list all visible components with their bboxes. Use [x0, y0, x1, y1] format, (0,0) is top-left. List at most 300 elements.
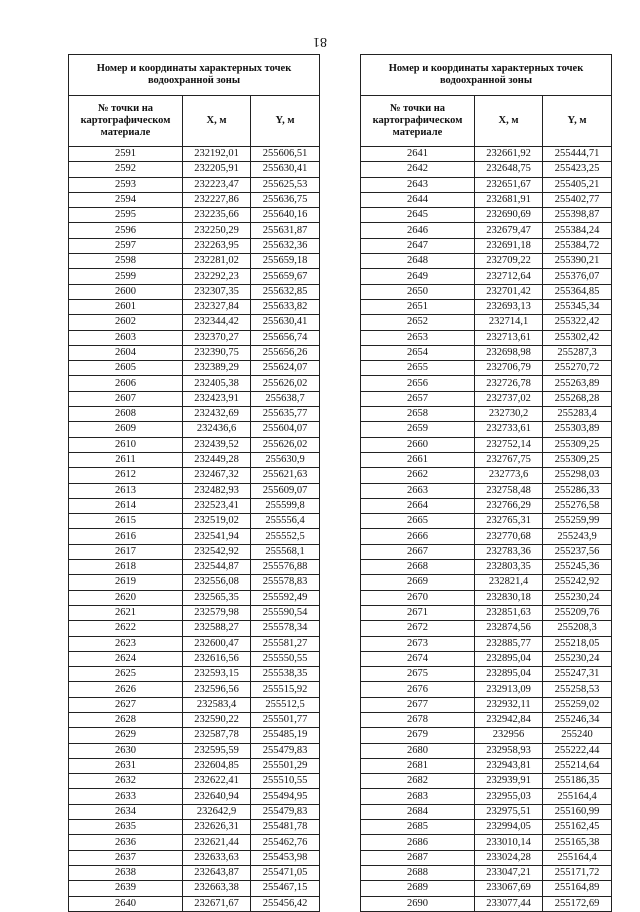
cell-point-number: 2615	[69, 514, 183, 529]
column-header-y: Y, м	[543, 96, 612, 147]
cell-point-number: 2601	[69, 299, 183, 314]
cell-x: 232593,15	[183, 667, 251, 682]
table-row	[69, 299, 320, 314]
cell-y: 255624,07	[251, 361, 320, 376]
cell-x: 232595,59	[183, 743, 251, 758]
table-row	[361, 789, 612, 804]
cell-y: 255247,31	[543, 667, 612, 682]
cell-y: 255384,72	[543, 238, 612, 253]
cell-y: 255402,77	[543, 192, 612, 207]
cell-point-number: 2623	[69, 636, 183, 651]
cell-y: 255485,19	[251, 728, 320, 743]
cell-point-number: 2646	[361, 223, 475, 238]
cell-x: 232281,02	[183, 254, 251, 269]
cell-point-number: 2591	[69, 147, 183, 162]
cell-point-number: 2683	[361, 789, 475, 804]
cell-y: 255230,24	[543, 590, 612, 605]
table-row	[69, 407, 320, 422]
cell-point-number: 2643	[361, 177, 475, 192]
cell-point-number: 2652	[361, 315, 475, 330]
cell-point-number: 2658	[361, 407, 475, 422]
cell-point-number: 2619	[69, 575, 183, 590]
cell-x: 232449,28	[183, 452, 251, 467]
cell-point-number: 2639	[69, 881, 183, 896]
table-row	[361, 407, 612, 422]
cell-y: 255632,36	[251, 238, 320, 253]
table-row	[361, 820, 612, 835]
table-row	[69, 697, 320, 712]
cell-y: 255263,89	[543, 376, 612, 391]
table-row	[361, 299, 612, 314]
table-row	[361, 743, 612, 758]
table-row	[361, 437, 612, 452]
cell-point-number: 2594	[69, 192, 183, 207]
cell-x: 232821,4	[475, 575, 543, 590]
table-row	[69, 575, 320, 590]
cell-x: 232600,47	[183, 636, 251, 651]
cell-point-number: 2592	[69, 162, 183, 177]
cell-point-number: 2635	[69, 820, 183, 835]
cell-point-number: 2685	[361, 820, 475, 835]
cell-x: 232752,14	[475, 437, 543, 452]
cell-y: 255515,92	[251, 682, 320, 697]
table-row	[69, 544, 320, 559]
cell-x: 232565,35	[183, 590, 251, 605]
cell-point-number: 2630	[69, 743, 183, 758]
cell-y: 255286,33	[543, 483, 612, 498]
cell-x: 232579,98	[183, 605, 251, 620]
table-row	[69, 758, 320, 773]
cell-y: 255626,02	[251, 437, 320, 452]
cell-point-number: 2671	[361, 605, 475, 620]
cell-point-number: 2666	[361, 529, 475, 544]
cell-y: 255444,71	[543, 147, 612, 162]
table-row	[361, 483, 612, 498]
cell-point-number: 2672	[361, 621, 475, 636]
table-row	[361, 208, 612, 223]
cell-point-number: 2622	[69, 621, 183, 636]
cell-y: 255171,72	[543, 865, 612, 880]
cell-x: 232292,23	[183, 269, 251, 284]
cell-x: 232994,05	[475, 820, 543, 835]
cell-x: 232956	[475, 728, 543, 743]
cell-y: 255471,05	[251, 865, 320, 880]
cell-point-number: 2636	[69, 835, 183, 850]
cell-y: 255242,92	[543, 575, 612, 590]
cell-y: 255568,1	[251, 544, 320, 559]
cell-x: 232640,94	[183, 789, 251, 804]
cell-point-number: 2603	[69, 330, 183, 345]
table-row	[69, 743, 320, 758]
cell-point-number: 2593	[69, 177, 183, 192]
cell-y: 255384,24	[543, 223, 612, 238]
table-row	[69, 850, 320, 865]
table-row	[361, 147, 612, 162]
cell-y: 255164,4	[543, 850, 612, 865]
table-row	[69, 682, 320, 697]
cell-y: 255322,42	[543, 315, 612, 330]
cell-x: 232648,75	[475, 162, 543, 177]
cell-x: 232651,67	[475, 177, 543, 192]
cell-point-number: 2621	[69, 605, 183, 620]
cell-x: 232583,4	[183, 697, 251, 712]
cell-point-number: 2647	[361, 238, 475, 253]
cell-x: 232542,92	[183, 544, 251, 559]
cell-y: 255606,51	[251, 147, 320, 162]
table-row	[69, 345, 320, 360]
cell-x: 232663,38	[183, 881, 251, 896]
cell-x: 233010,14	[475, 835, 543, 850]
cell-y: 255258,53	[543, 682, 612, 697]
cell-y: 255636,75	[251, 192, 320, 207]
cell-y: 255630,41	[251, 315, 320, 330]
cell-point-number: 2688	[361, 865, 475, 880]
cell-y: 255164,4	[543, 789, 612, 804]
cell-point-number: 2670	[361, 590, 475, 605]
cell-point-number: 2627	[69, 697, 183, 712]
cell-x: 232773,6	[475, 468, 543, 483]
cell-point-number: 2640	[69, 896, 183, 911]
cell-point-number: 2633	[69, 789, 183, 804]
cell-point-number: 2664	[361, 498, 475, 513]
cell-y: 255479,83	[251, 743, 320, 758]
cell-x: 232590,22	[183, 712, 251, 727]
table-row	[361, 529, 612, 544]
table-row	[69, 605, 320, 620]
cell-y: 255165,38	[543, 835, 612, 850]
cell-point-number: 2608	[69, 407, 183, 422]
cell-y: 255246,34	[543, 712, 612, 727]
cell-x: 232405,38	[183, 376, 251, 391]
cell-point-number: 2660	[361, 437, 475, 452]
cell-y: 255625,53	[251, 177, 320, 192]
column-header-point-number: № точки на картографическом материале	[361, 96, 475, 147]
cell-y: 255376,07	[543, 269, 612, 284]
cell-y: 255186,35	[543, 774, 612, 789]
cell-point-number: 2597	[69, 238, 183, 253]
cell-x: 232733,61	[475, 422, 543, 437]
cell-point-number: 2689	[361, 881, 475, 896]
cell-y: 255172,69	[543, 896, 612, 911]
cell-x: 232943,81	[475, 758, 543, 773]
cell-y: 255630,9	[251, 452, 320, 467]
cell-x: 232803,35	[475, 560, 543, 575]
table-row	[69, 820, 320, 835]
cell-x: 232913,09	[475, 682, 543, 697]
cell-point-number: 2596	[69, 223, 183, 238]
cell-x: 232737,02	[475, 391, 543, 406]
cell-y: 255635,77	[251, 407, 320, 422]
table-row	[361, 575, 612, 590]
cell-y: 255398,87	[543, 208, 612, 223]
cell-y: 255345,34	[543, 299, 612, 314]
cell-x: 232596,56	[183, 682, 251, 697]
table-row	[69, 208, 320, 223]
cell-point-number: 2600	[69, 284, 183, 299]
table-row	[69, 590, 320, 605]
cell-point-number: 2607	[69, 391, 183, 406]
cell-y: 255240	[543, 728, 612, 743]
table-row	[361, 774, 612, 789]
cell-point-number: 2606	[69, 376, 183, 391]
coordinates-table-left	[68, 54, 320, 912]
cell-y: 255632,85	[251, 284, 320, 299]
cell-y: 255162,45	[543, 820, 612, 835]
table-row	[69, 514, 320, 529]
cell-y: 255501,29	[251, 758, 320, 773]
cell-point-number: 2595	[69, 208, 183, 223]
cell-point-number: 2637	[69, 850, 183, 865]
table-row	[69, 774, 320, 789]
cell-x: 232626,31	[183, 820, 251, 835]
cell-x: 233024,28	[475, 850, 543, 865]
column-header-y: Y, м	[251, 96, 320, 147]
cell-x: 232235,66	[183, 208, 251, 223]
cell-x: 232874,56	[475, 621, 543, 636]
cell-y: 255222,44	[543, 743, 612, 758]
cell-point-number: 2650	[361, 284, 475, 299]
cell-y: 255631,87	[251, 223, 320, 238]
cell-x: 232622,41	[183, 774, 251, 789]
cell-y: 255298,03	[543, 468, 612, 483]
table-row	[361, 896, 612, 911]
cell-x: 232588,27	[183, 621, 251, 636]
table-row	[69, 177, 320, 192]
cell-y: 255578,34	[251, 621, 320, 636]
cell-x: 232223,47	[183, 177, 251, 192]
table-row	[361, 315, 612, 330]
cell-y: 255590,54	[251, 605, 320, 620]
cell-x: 232895,04	[475, 667, 543, 682]
cell-point-number: 2679	[361, 728, 475, 743]
cell-x: 232713,61	[475, 330, 543, 345]
cell-x: 232344,42	[183, 315, 251, 330]
cell-x: 232227,86	[183, 192, 251, 207]
page-number: 81	[313, 34, 327, 49]
table-row	[361, 636, 612, 651]
table-row	[69, 621, 320, 636]
cell-y: 255209,76	[543, 605, 612, 620]
cell-y: 255578,83	[251, 575, 320, 590]
cell-y: 255309,25	[543, 437, 612, 452]
cell-y: 255599,8	[251, 498, 320, 513]
cell-point-number: 2655	[361, 361, 475, 376]
cell-x: 232885,77	[475, 636, 543, 651]
cell-point-number: 2682	[361, 774, 475, 789]
cell-x: 232712,64	[475, 269, 543, 284]
table-row	[69, 651, 320, 666]
cell-x: 232439,52	[183, 437, 251, 452]
cell-x: 232770,68	[475, 529, 543, 544]
table-row	[361, 804, 612, 819]
cell-point-number: 2612	[69, 468, 183, 483]
cell-point-number: 2649	[361, 269, 475, 284]
cell-y: 255640,16	[251, 208, 320, 223]
cell-x: 232681,91	[475, 192, 543, 207]
cell-point-number: 2653	[361, 330, 475, 345]
table-row	[69, 636, 320, 651]
table-row	[69, 254, 320, 269]
coordinates-table-right	[360, 54, 612, 912]
cell-point-number: 2648	[361, 254, 475, 269]
cell-point-number: 2681	[361, 758, 475, 773]
table-row	[69, 376, 320, 391]
table-title: Номер и координаты характерных точек водоохранной зоны	[361, 55, 612, 96]
cell-point-number: 2661	[361, 452, 475, 467]
table-row	[69, 712, 320, 727]
table-row	[69, 147, 320, 162]
cell-point-number: 2645	[361, 208, 475, 223]
cell-y: 255656,26	[251, 345, 320, 360]
table-row	[69, 238, 320, 253]
cell-point-number: 2686	[361, 835, 475, 850]
cell-x: 232642,9	[183, 804, 251, 819]
cell-point-number: 2676	[361, 682, 475, 697]
cell-y: 255659,18	[251, 254, 320, 269]
cell-x: 232679,47	[475, 223, 543, 238]
cell-x: 232690,69	[475, 208, 543, 223]
table-row	[361, 651, 612, 666]
table-row	[361, 177, 612, 192]
cell-point-number: 2632	[69, 774, 183, 789]
cell-y: 255237,56	[543, 544, 612, 559]
cell-point-number: 2626	[69, 682, 183, 697]
cell-y: 255303,89	[543, 422, 612, 437]
cell-y: 255287,3	[543, 345, 612, 360]
table-row	[69, 223, 320, 238]
table-row	[69, 881, 320, 896]
cell-point-number: 2677	[361, 697, 475, 712]
table-row	[361, 345, 612, 360]
cell-y: 255423,25	[543, 162, 612, 177]
cell-point-number: 2614	[69, 498, 183, 513]
cell-point-number: 2678	[361, 712, 475, 727]
cell-y: 255218,05	[543, 636, 612, 651]
cell-point-number: 2624	[69, 651, 183, 666]
cell-point-number: 2628	[69, 712, 183, 727]
cell-point-number: 2680	[361, 743, 475, 758]
cell-point-number: 2684	[361, 804, 475, 819]
cell-x: 232851,63	[475, 605, 543, 620]
cell-x: 232436,6	[183, 422, 251, 437]
cell-x: 232942,84	[475, 712, 543, 727]
cell-x: 232192,01	[183, 147, 251, 162]
table-row	[361, 269, 612, 284]
cell-x: 232765,31	[475, 514, 543, 529]
cell-x: 232958,93	[475, 743, 543, 758]
cell-x: 232706,79	[475, 361, 543, 376]
cell-y: 255656,74	[251, 330, 320, 345]
table-row	[361, 361, 612, 376]
cell-x: 232701,42	[475, 284, 543, 299]
cell-point-number: 2674	[361, 651, 475, 666]
cell-point-number: 2617	[69, 544, 183, 559]
table-row	[361, 254, 612, 269]
cell-y: 255276,58	[543, 498, 612, 513]
cell-x: 232482,93	[183, 483, 251, 498]
cell-point-number: 2611	[69, 452, 183, 467]
cell-y: 255592,49	[251, 590, 320, 605]
cell-x: 232939,91	[475, 774, 543, 789]
table-row	[69, 330, 320, 345]
cell-y: 255633,82	[251, 299, 320, 314]
table-row	[361, 223, 612, 238]
cell-point-number: 2665	[361, 514, 475, 529]
cell-y: 255283,4	[543, 407, 612, 422]
table-row	[69, 361, 320, 376]
table-row	[69, 667, 320, 682]
cell-point-number: 2667	[361, 544, 475, 559]
cell-point-number: 2651	[361, 299, 475, 314]
cell-x: 232955,03	[475, 789, 543, 804]
cell-point-number: 2690	[361, 896, 475, 911]
cell-y: 255302,42	[543, 330, 612, 345]
cell-x: 232327,84	[183, 299, 251, 314]
table-row	[69, 391, 320, 406]
cell-x: 232698,98	[475, 345, 543, 360]
cell-y: 255309,25	[543, 452, 612, 467]
cell-point-number: 2656	[361, 376, 475, 391]
cell-point-number: 2599	[69, 269, 183, 284]
cell-x: 232633,63	[183, 850, 251, 865]
cell-x: 232541,94	[183, 529, 251, 544]
table-row	[69, 483, 320, 498]
cell-x: 232767,75	[475, 452, 543, 467]
cell-x: 232307,35	[183, 284, 251, 299]
cell-point-number: 2654	[361, 345, 475, 360]
table-row	[361, 376, 612, 391]
cell-x: 232758,48	[475, 483, 543, 498]
cell-point-number: 2625	[69, 667, 183, 682]
table-row	[361, 238, 612, 253]
table-row	[69, 835, 320, 850]
cell-y: 255501,77	[251, 712, 320, 727]
cell-y: 255659,67	[251, 269, 320, 284]
column-header-x: X, м	[183, 96, 251, 147]
cell-y: 255364,85	[543, 284, 612, 299]
cell-point-number: 2620	[69, 590, 183, 605]
cell-y: 255160,99	[543, 804, 612, 819]
cell-point-number: 2634	[69, 804, 183, 819]
cell-x: 232250,29	[183, 223, 251, 238]
cell-y: 255638,7	[251, 391, 320, 406]
cell-point-number: 2629	[69, 728, 183, 743]
cell-point-number: 2618	[69, 560, 183, 575]
cell-x: 232390,75	[183, 345, 251, 360]
cell-point-number: 2605	[69, 361, 183, 376]
table-row	[361, 881, 612, 896]
cell-point-number: 2673	[361, 636, 475, 651]
cell-y: 255268,28	[543, 391, 612, 406]
table-row	[361, 850, 612, 865]
cell-y: 255604,07	[251, 422, 320, 437]
cell-y: 255245,36	[543, 560, 612, 575]
cell-point-number: 2668	[361, 560, 475, 575]
table-row	[361, 621, 612, 636]
table-row	[361, 468, 612, 483]
cell-x: 232467,32	[183, 468, 251, 483]
cell-y: 255512,5	[251, 697, 320, 712]
cell-x: 232423,91	[183, 391, 251, 406]
table-row	[361, 162, 612, 177]
table-row	[361, 667, 612, 682]
cell-point-number: 2657	[361, 391, 475, 406]
cell-x: 232714,1	[475, 315, 543, 330]
table-row	[69, 789, 320, 804]
cell-x: 232523,41	[183, 498, 251, 513]
cell-x: 232693,13	[475, 299, 543, 314]
table-row	[69, 498, 320, 513]
